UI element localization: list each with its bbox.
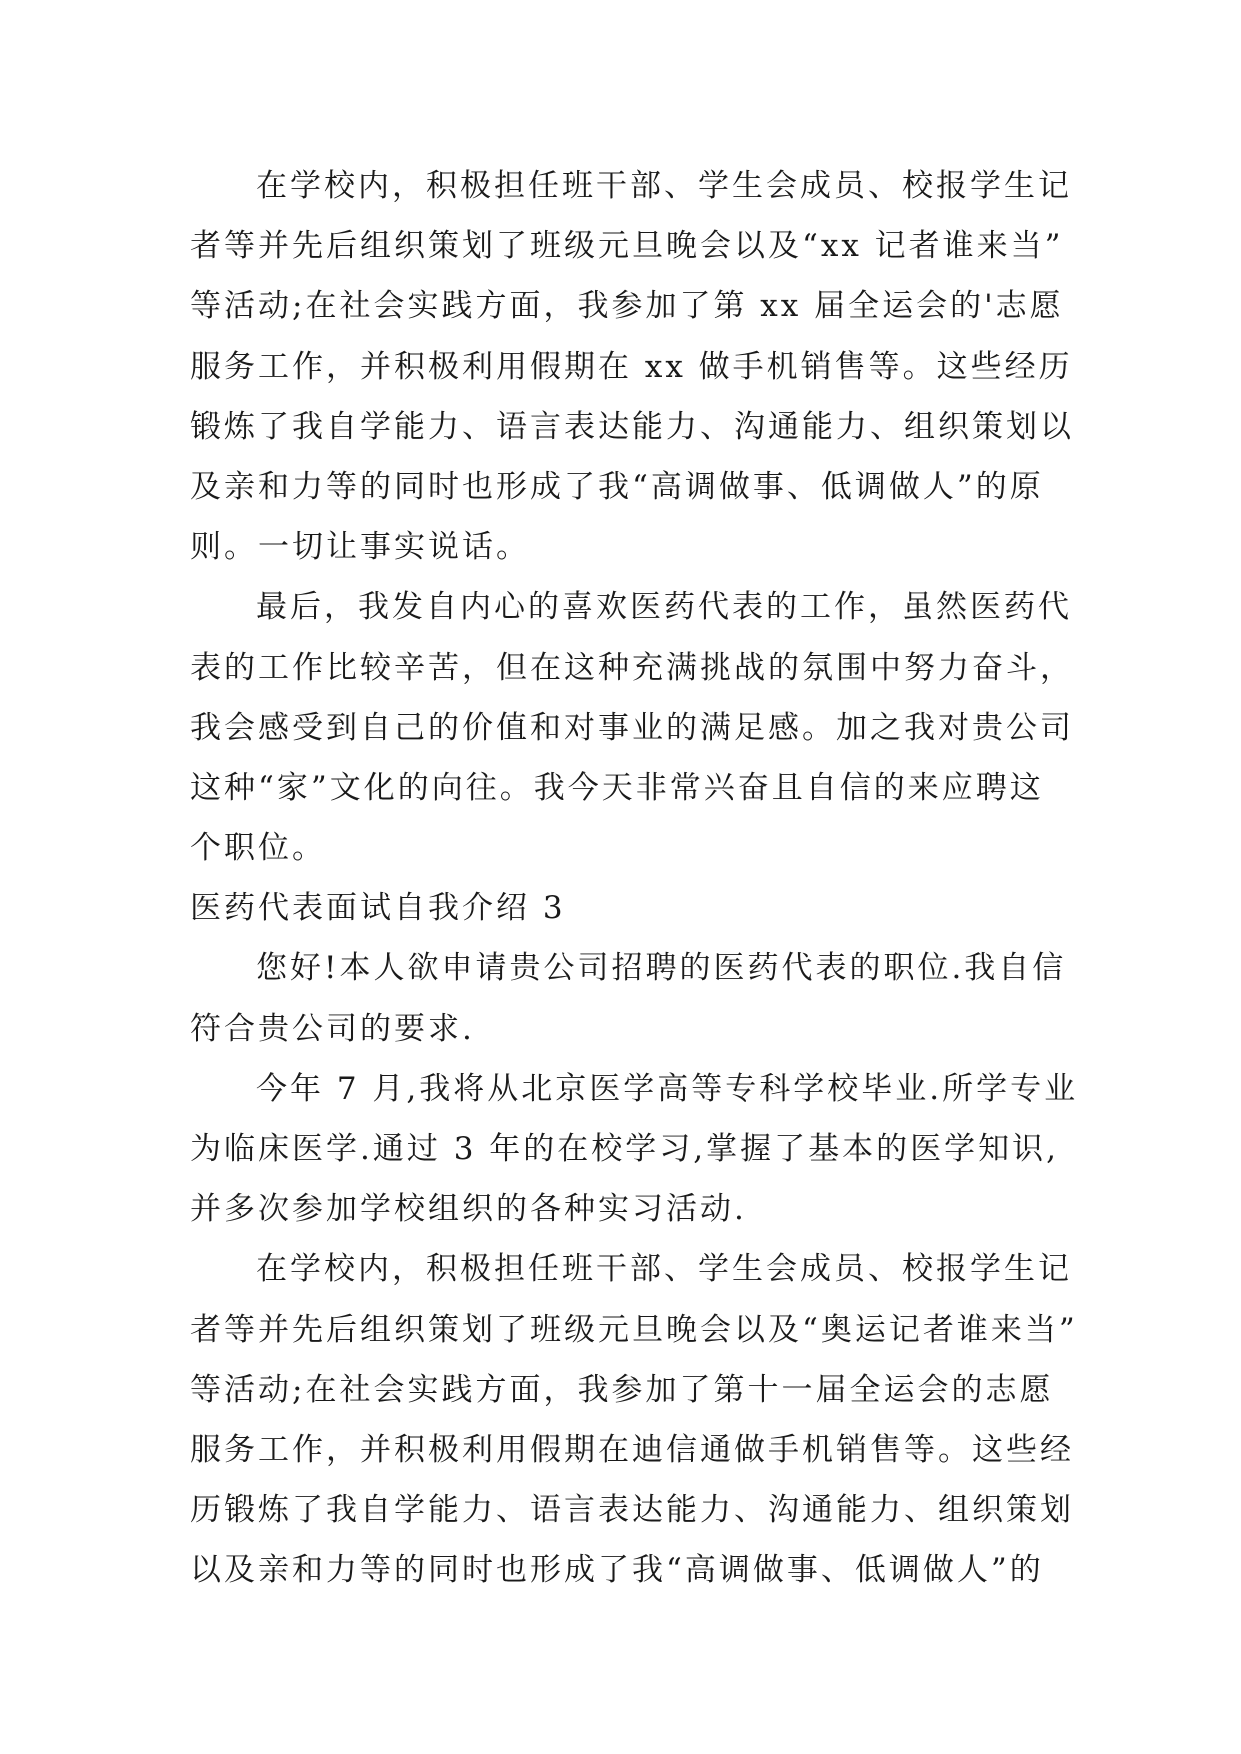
text-line: 历锻炼了我自学能力、语言表达能力、沟通能力、组织策划 bbox=[190, 1492, 1074, 1529]
text-line: 我会感受到自己的价值和对事业的满足感。加之我对贵公司 bbox=[190, 709, 1074, 746]
text-line: 在学校内，积极担任班干部、学生会成员、校报学生记 bbox=[256, 168, 1072, 204]
text-line: 为临床医学.通过 3 年的在校学习,掌握了基本的医学知识, bbox=[190, 1131, 1059, 1167]
text-line: 最后，我发自内心的喜欢医药代表的工作，虽然医药代 bbox=[256, 589, 1072, 626]
text-line: 今年 7 月,我将从北京医学高等专科学校毕业.所学专业 bbox=[256, 1070, 1079, 1107]
text-line: 以及亲和力等的同时也形成了我“高调做事、低调做人”的 bbox=[190, 1552, 1044, 1589]
text-line: 您好!本人欲申请贵公司招聘的医药代表的职位.我自信 bbox=[256, 950, 1067, 987]
section-heading: 医药代表面试自我介绍 3 bbox=[190, 890, 566, 927]
text-line: 并多次参加学校组织的各种实习活动. bbox=[190, 1191, 747, 1228]
text-line: 等活动;在社会实践方面，我参加了第 xx 届全运会的'志愿 bbox=[190, 288, 1064, 325]
text-line: 者等并先后组织策划了班级元旦晚会以及“xx 记者谁来当” bbox=[190, 228, 1064, 265]
body-text bbox=[190, 156, 1079, 1601]
text-line: 及亲和力等的同时也形成了我“高调做事、低调做人”的原 bbox=[190, 468, 1044, 505]
text-line: 这种“家”文化的向往。我今天非常兴奋且自信的来应聘这 bbox=[190, 769, 1044, 806]
text-line: 锻炼了我自学能力、语言表达能力、沟通能力、组织策划以 bbox=[190, 408, 1074, 445]
text-line: 则。一切让事实说话。 bbox=[190, 529, 530, 566]
text-line: 表的工作比较辛苦，但在这种充满挑战的氛围中努力奋斗， bbox=[190, 649, 1074, 686]
text-line: 服务工作，并积极利用假期在 xx 做手机销售等。这些经历 bbox=[190, 348, 1073, 385]
text-line: 在学校内，积极担任班干部、学生会成员、校报学生记 bbox=[256, 1251, 1072, 1288]
text-line: 者等并先后组织策划了班级元旦晚会以及“奥运记者谁来当” bbox=[190, 1311, 1078, 1348]
text-line: 等活动;在社会实践方面，我参加了第十一届全运会的志愿 bbox=[190, 1371, 1054, 1408]
text-line: 符合贵公司的要求. bbox=[190, 1010, 475, 1047]
text-line: 个职位。 bbox=[190, 830, 326, 867]
text-line: 服务工作，并积极利用假期在迪信通做手机销售等。这些经 bbox=[190, 1431, 1074, 1468]
